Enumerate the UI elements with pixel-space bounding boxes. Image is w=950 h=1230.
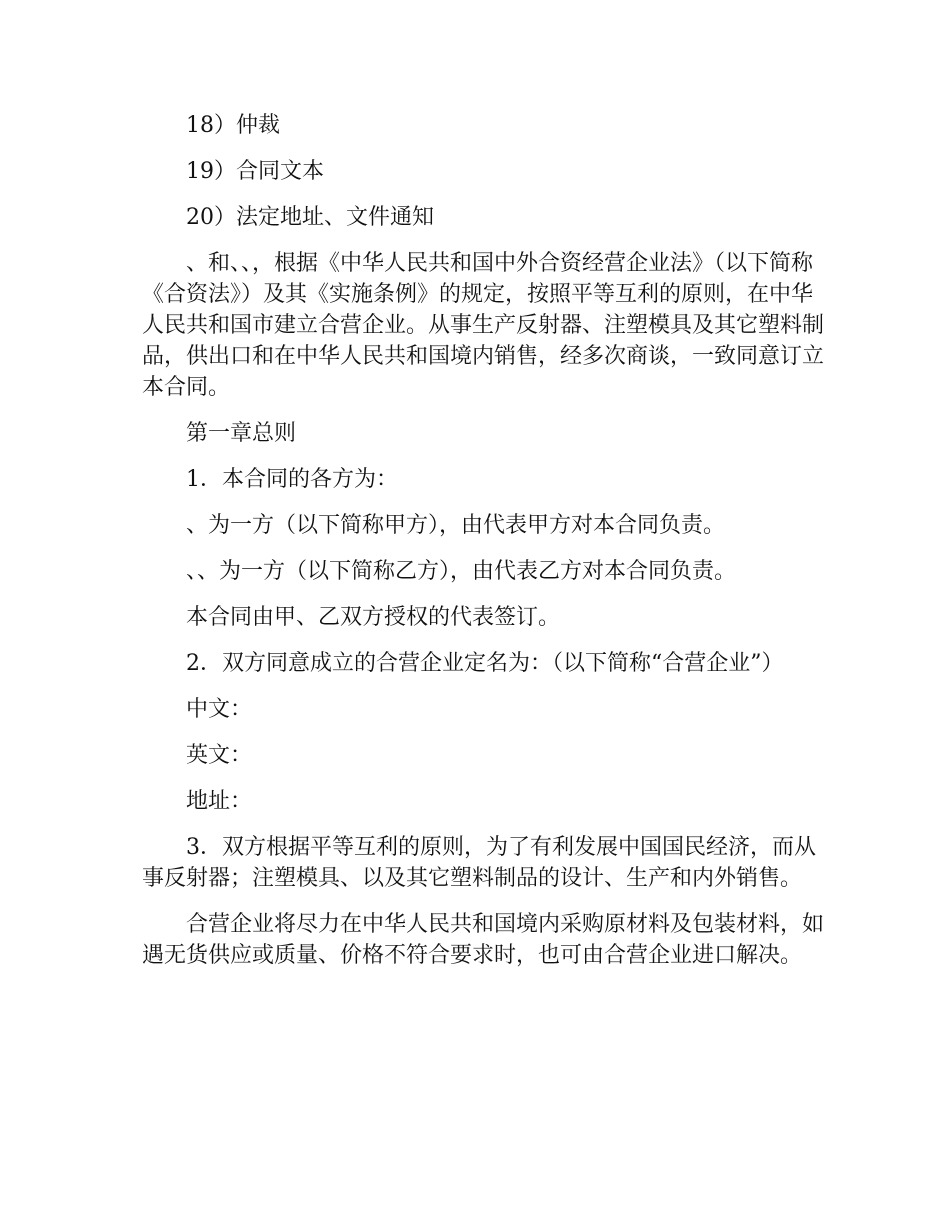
list-item-contract-text: 19）合同文本 bbox=[186, 159, 324, 184]
document-body bbox=[142, 110, 832, 986]
party-a-paragraph: 、为一方（以下简称甲方），由代表甲方对本合同负责。 bbox=[186, 513, 726, 538]
procurement-paragraph: 合营企业将尽力在中华人民共和国境内采购原材料及包装材料，如遇无货供应或质量、价格不符合要求时，也可由合营企业进口解决。 bbox=[142, 912, 825, 968]
signing-paragraph: 本合同由甲、乙双方授权的代表签订。 bbox=[186, 605, 561, 630]
party-b-paragraph: 、、为一方（以下简称乙方），由代表乙方对本合同负责。 bbox=[186, 559, 737, 584]
chinese-name-field: 中文： bbox=[186, 697, 253, 722]
english-name-field: 英文： bbox=[186, 743, 253, 768]
clause-1: 1．本合同的各方为： bbox=[186, 467, 398, 492]
address-field: 地址： bbox=[186, 789, 253, 814]
preamble-paragraph: 、和、、，根据《中华人民共和国中外合资经营企业法》（以下简称《合资法》）及其《实施条例》的规定，按照平等互利的原则，在中华人民共和国市建立合营企业。从事生产反射器、注塑模具及其它塑料制品，供出口和在中华人民共和国境内销售，经多次商谈，一致同意订立本合同。 bbox=[142, 251, 825, 400]
chapter-heading: 第一章总则 bbox=[186, 421, 297, 446]
clause-3: 3．双方根据平等互利的原则，为了有利发展中国国民经济，而从事反射器；注塑模具、以及其它塑料制品的设计、生产和内外销售。 bbox=[142, 835, 816, 891]
list-item-arbitration: 18）仲裁 bbox=[186, 113, 280, 138]
list-item-legal-address: 20）法定地址、文件通知 bbox=[186, 205, 434, 230]
clause-2: 2．双方同意成立的合营企业定名为：（以下简称“合营企业”） bbox=[186, 651, 784, 676]
